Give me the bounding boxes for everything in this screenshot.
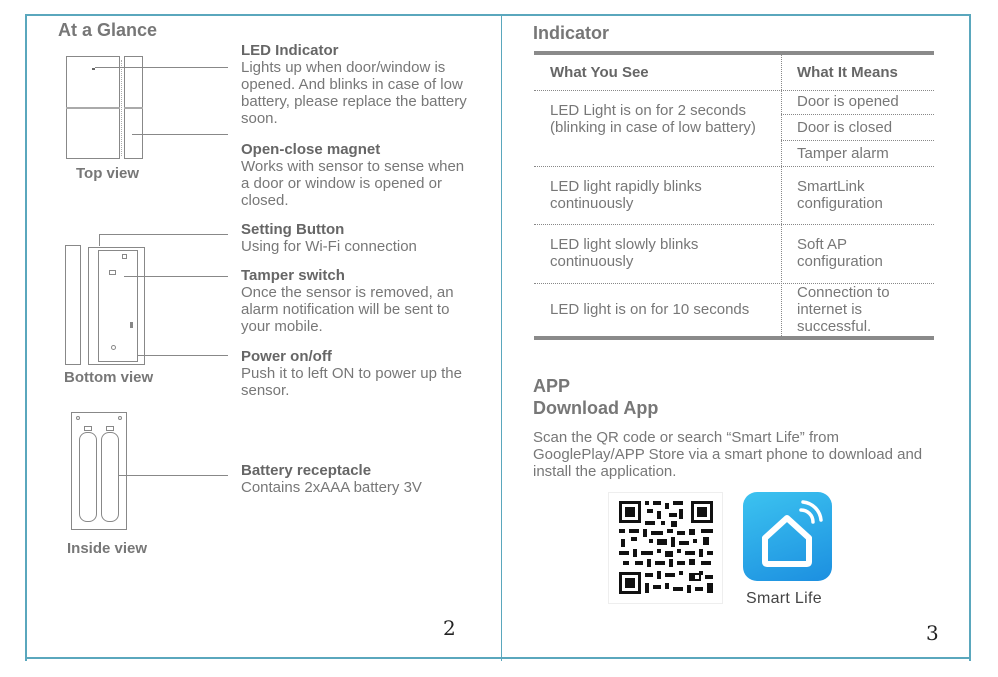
top-view-label: Top view <box>76 165 140 182</box>
leader-setting-button-drop <box>99 234 100 246</box>
item-power-on-off <box>241 348 471 399</box>
item-setting-button <box>241 221 471 255</box>
table-cell-see: LED light is on for 10 seconds <box>550 301 750 318</box>
item-heading: Open-close magnet <box>241 141 381 158</box>
table-cell-means: Door is closed <box>797 119 893 136</box>
page-number-right: 3 <box>926 621 939 645</box>
frame-left <box>25 14 27 661</box>
table-row-divider <box>534 224 934 225</box>
item-text: Using for Wi-Fi connection <box>241 238 417 255</box>
table-cell-means: Door is opened <box>797 93 899 110</box>
frame-top <box>25 14 971 16</box>
item-heading: LED Indicator <box>241 42 339 59</box>
inside-view-label: Inside view <box>67 540 148 557</box>
leader-power <box>137 355 228 356</box>
leader-led-indicator <box>95 67 228 68</box>
app-name-label: Smart Life <box>746 590 822 607</box>
table-column-divider <box>781 55 782 336</box>
item-heading: Power on/off <box>241 348 332 365</box>
item-text: Works with sensor to sense when a door or window is opened or closed. <box>241 158 465 209</box>
qr-code-graphic <box>609 493 722 603</box>
page-title-at-a-glance: At a Glance <box>58 20 158 40</box>
table-cell-see: LED light rapidly blinks continuously <box>550 178 702 212</box>
frame-bottom <box>25 657 971 659</box>
table-cell-means: SmartLink configuration <box>797 178 883 212</box>
table-row-divider <box>534 166 934 167</box>
table-subrow-divider <box>781 140 934 141</box>
app-instructions: Scan the QR code or search “Smart Life” from GooglePlay/APP Store via a smart phone to download and install the application. <box>533 429 923 480</box>
bottom-view-label: Bottom view <box>64 369 154 386</box>
table-bottom-rule <box>534 336 934 340</box>
leader-setting-button <box>99 234 228 235</box>
item-text: Once the sensor is removed, an alarm notification will be sent to your mobile. <box>241 284 454 335</box>
item-heading: Setting Button <box>241 221 345 238</box>
app-heading: APP <box>533 376 571 396</box>
leader-magnet <box>132 134 228 135</box>
item-open-close-magnet <box>241 141 471 209</box>
frame-right <box>969 14 971 661</box>
table-cell-see: LED Light is on for 2 seconds (blinking in case of low battery) <box>550 102 756 136</box>
item-heading: Battery receptacle <box>241 462 372 479</box>
table-top-rule <box>534 51 934 55</box>
item-led-indicator <box>241 42 471 127</box>
item-text: Lights up when door/window is opened. And blinks in case of low battery, please replace the battery soon. <box>241 59 467 127</box>
item-heading: Tamper switch <box>241 267 345 284</box>
item-text: Push it to left ON to power up the sensor. <box>241 365 462 399</box>
table-row-divider <box>534 90 934 91</box>
leader-tamper-switch <box>124 276 228 277</box>
leader-battery <box>119 475 228 476</box>
item-battery-receptacle <box>241 462 471 496</box>
table-header-what-it-means: What It Means <box>797 64 898 81</box>
table-subrow-divider <box>781 114 934 115</box>
page-divider <box>501 14 502 661</box>
table-cell-means: Tamper alarm <box>797 145 889 162</box>
table-cell-means: Soft AP configuration <box>797 236 883 270</box>
page-title-indicator: Indicator <box>533 23 610 43</box>
smart-life-home-icon[interactable] <box>743 492 832 581</box>
qr-code-icon[interactable] <box>608 492 723 604</box>
download-app-heading: Download App <box>533 398 659 418</box>
item-text: Contains 2xAAA battery 3V <box>241 479 422 496</box>
item-tamper-switch <box>241 267 471 335</box>
house-wifi-icon <box>743 492 832 581</box>
table-cell-see: LED light slowly blinks continuously <box>550 236 699 270</box>
table-cell-means: Connection to internet is successful. <box>797 284 890 335</box>
page-number-left: 2 <box>443 616 456 640</box>
table-header-what-you-see: What You See <box>550 64 649 81</box>
